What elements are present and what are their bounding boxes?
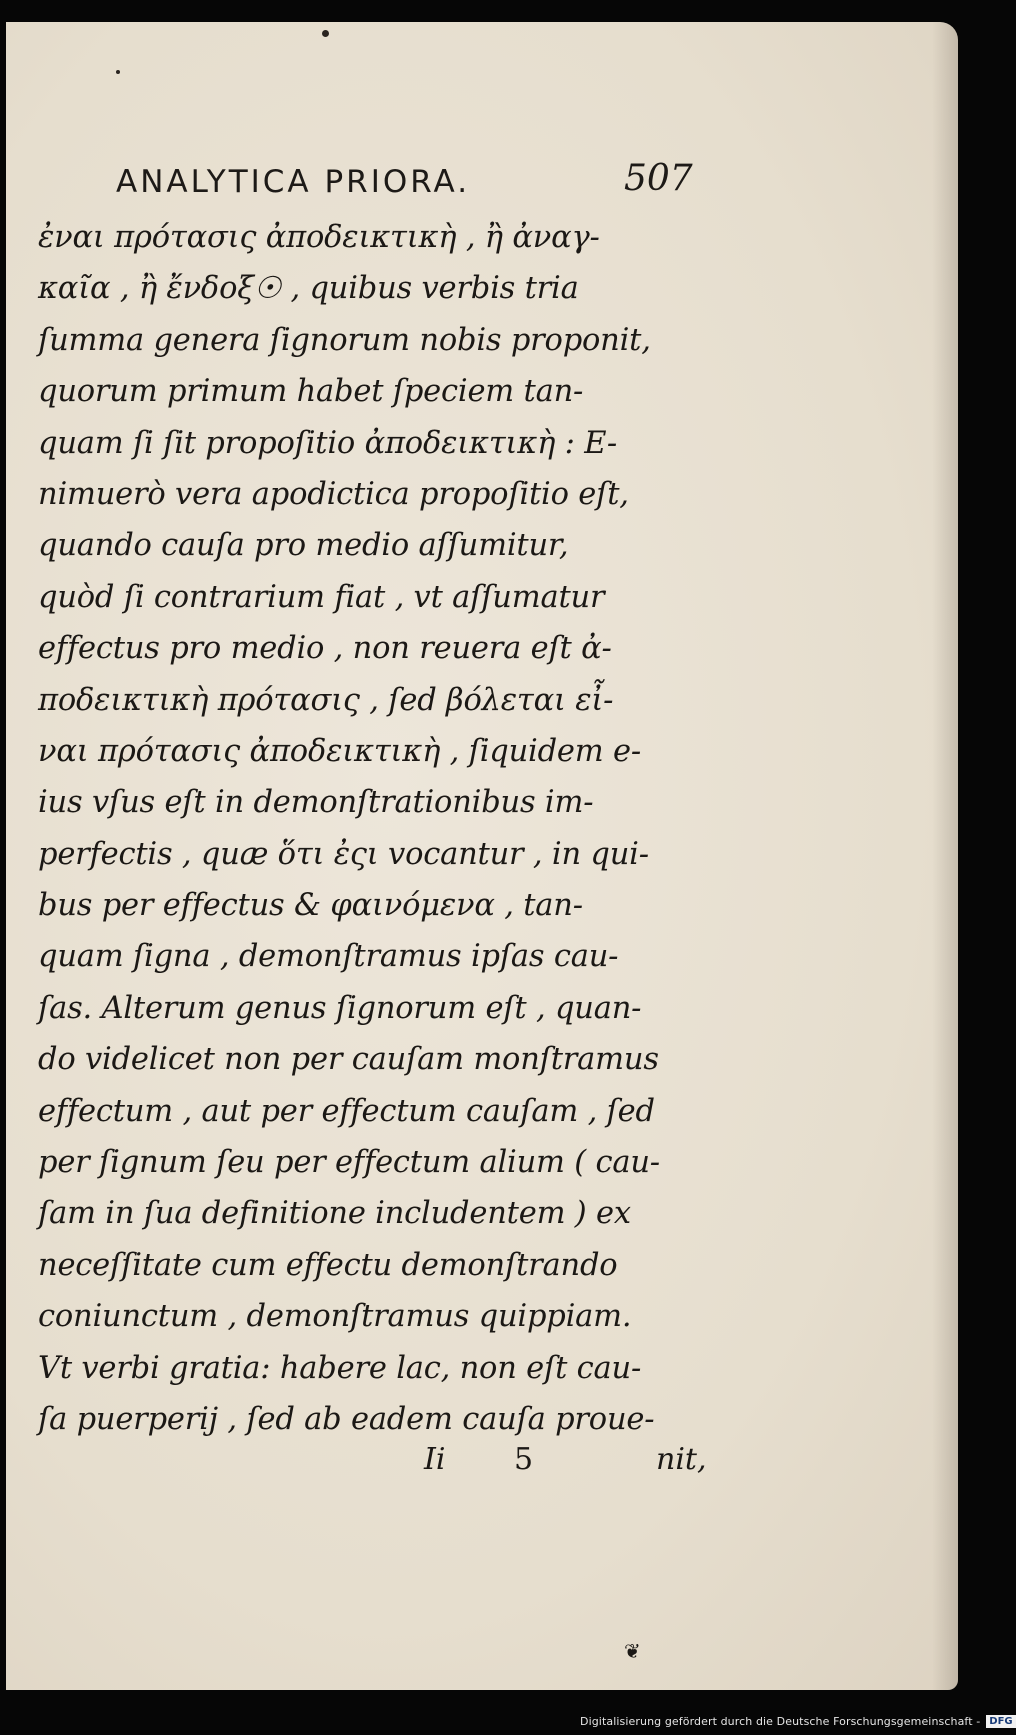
ornament-icon: ❦	[624, 1639, 641, 1663]
book-page	[6, 22, 958, 1690]
text-line: perfectis , quæ ὅτι ἐςι vocantur , in qui-	[38, 836, 649, 872]
body-text	[38, 212, 698, 1445]
text-line: ſumma genera ſignorum nobis proponit,	[38, 322, 651, 358]
text-line: per ſignum ſeu per effectum alium ( cau-	[38, 1145, 660, 1181]
text-line: ſa puerperij , ſed ab eadem cauſa proue-	[38, 1401, 655, 1437]
signature-mark: Ii	[424, 1442, 446, 1477]
text-line: neceſſitate cum effectu demonſtrando	[38, 1247, 618, 1283]
dfg-logo: DFG	[986, 1715, 1015, 1728]
text-line: bus per effectus & φαινόμενα , tan-	[38, 888, 583, 924]
page-edge-shadow	[932, 22, 958, 1690]
text-line: ius vſus eſt in demonſtrationibus im-	[38, 785, 594, 821]
text-line: ſas. Alterum genus ſignorum eſt , quan-	[38, 990, 642, 1026]
footer-note: Digitalisierung gefördert durch die Deutsche Forschungsgemeinschaft -	[580, 1715, 981, 1728]
ink-speck	[322, 30, 329, 37]
text-line: quam ſigna , demonſtramus ipſas cau-	[38, 939, 619, 975]
text-line: Vt verbi gratia: habere lac, non eſt cau-	[38, 1350, 642, 1386]
text-line: ſam in ſua definitione includentem ) ex	[38, 1196, 631, 1232]
text-line: ποδεικτικὴ πρότασις , ſed βόλεται εἶ-	[38, 682, 614, 718]
text-line: ναι πρότασις ἀποδεικτικὴ , ſiquidem e-	[38, 733, 641, 769]
text-line: quam ſi ſit propoſitio ἀποδεικτικὴ : E-	[38, 425, 617, 461]
text-line: coniunctum , demonſtramus quippiam.	[38, 1299, 632, 1335]
text-line: do videlicet non per cauſam monſtramus	[38, 1042, 659, 1078]
digitization-footer	[580, 1715, 1016, 1728]
catchword: nit,	[656, 1442, 707, 1477]
page-number: 507	[624, 158, 693, 199]
text-line: nimuerò vera apodictica propoſitio eſt,	[38, 476, 629, 512]
text-line: quorum primum habet ſpeciem tan-	[38, 374, 584, 410]
text-line: καῖα , ἢ ἔνδοξ☉ , quibus verbis tria	[38, 271, 579, 307]
running-title: ANALYTICA PRIORA.	[116, 164, 471, 200]
text-line: quando cauſa pro medio aſſumitur,	[38, 528, 569, 564]
ink-speck	[116, 70, 120, 74]
text-line: effectum , aut per effectum cauſam , ſed	[38, 1093, 655, 1129]
text-line: quòd ſi contrarium fiat , vt aſſumatur	[38, 579, 605, 615]
text-line: ἐναι πρότασις ἀποδεικτικὴ , ἢ ἀναγ-	[38, 220, 600, 255]
text-line: effectus pro medio , non reuera eſt ἀ-	[38, 631, 612, 667]
signature-number: 5	[514, 1442, 534, 1477]
